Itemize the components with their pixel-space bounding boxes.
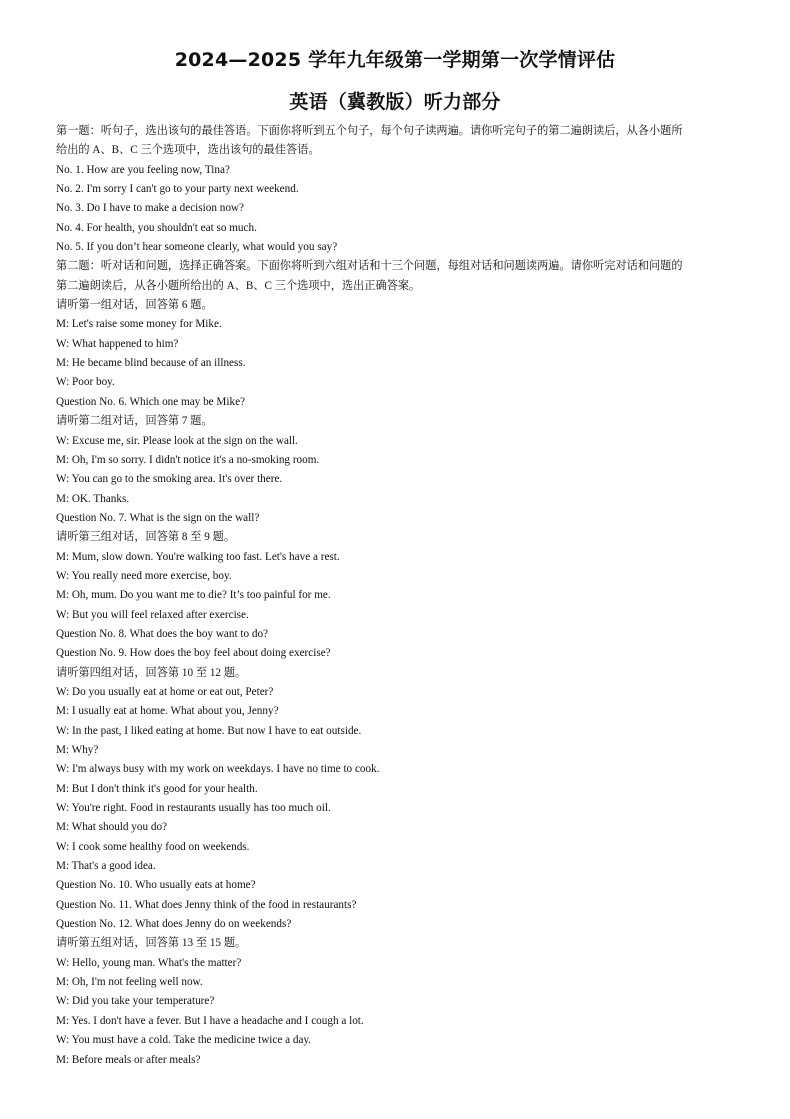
text-line: No. 2. I'm sorry I can't go to your party next weekend. xyxy=(56,183,299,196)
text-line: No. 3. Do I have to make a decision now? xyxy=(56,202,244,215)
text-line: 请听第四组对话，回答第 10 至 12 题。 xyxy=(56,666,247,679)
document-body xyxy=(56,122,734,1070)
text-line: Question No. 8. What does the boy want to do? xyxy=(56,627,269,640)
text-line: W: You're right. Food in restaurants usually has too much oil. xyxy=(56,802,331,815)
text-line: Question No. 10. Who usually eats at home? xyxy=(56,879,256,892)
text-line: 请听第一组对话，回答第 6 题。 xyxy=(56,299,213,312)
text-line: M: Oh, I'm so sorry. I didn't notice it's a no-smoking room. xyxy=(56,453,320,466)
text-line: No. 5. If you don’t hear someone clearly, what would you say? xyxy=(56,241,338,254)
text-line: M: Yes. I don't have a fever. But I have a headache and I cough a lot. xyxy=(56,1014,364,1027)
text-line: W: You can go to the smoking area. It's over there. xyxy=(56,473,283,486)
text-line: W: Hello, young man. What's the matter? xyxy=(56,956,242,969)
text-line: M: Let's raise some money for Mike. xyxy=(56,318,222,331)
text-line: W: What happened to him? xyxy=(56,337,179,350)
text-line: M: What should you do? xyxy=(56,821,168,834)
text-line: M: Mum, slow down. You're walking too fast. Let's have a rest. xyxy=(56,550,340,563)
text-line: No. 1. How are you feeling now, Tina? xyxy=(56,163,230,176)
text-line: M: He became blind because of an illness. xyxy=(56,357,246,370)
text-line: 第二题：听对话和问题，选择正确答案。下面你将听到六组对话和十三个问题，每组对话和问题读两遍。请你听完对话和问题的 xyxy=(56,260,683,273)
text-line: M: That's a good idea. xyxy=(56,860,156,873)
text-line: Question No. 9. How does the boy feel about doing exercise? xyxy=(56,647,331,660)
text-line: W: Poor boy. xyxy=(56,376,115,389)
text-line: M: OK. Thanks. xyxy=(56,492,130,505)
text-line: 请听第五组对话，回答第 13 至 15 题。 xyxy=(56,937,247,950)
document-title: 2024—2025 学年九年级第一学期第一次学情评估 xyxy=(174,49,616,71)
text-line: W: Do you usually eat at home or eat out, Peter? xyxy=(56,685,274,698)
text-line: 请听第二组对话，回答第 7 题。 xyxy=(56,415,213,428)
text-line: W: Did you take your temperature? xyxy=(56,995,215,1008)
text-line: Question No. 11. What does Jenny think of the food in restaurants? xyxy=(56,898,357,911)
text-line: No. 4. For health, you shouldn't eat so much. xyxy=(56,221,257,234)
text-line: M: I usually eat at home. What about you, Jenny? xyxy=(56,705,279,718)
text-line: 第一题：听句子，选出该句的最佳答语。下面你将听到五个句子，每个句子读两遍。请你听完句子的第二遍朗读后，从各小题所 xyxy=(56,125,683,137)
text-line: 第二遍朗读后，从各小题所给出的 A、B、C 三个选项中，选出正确答案。 xyxy=(56,279,421,292)
text-line: 给出的 A、B、C 三个选项中，选出该句的最佳答语。 xyxy=(56,144,320,157)
text-line: W: But you will feel relaxed after exercise. xyxy=(56,608,249,621)
document-subtitle: 英语（冀教版）听力部分 xyxy=(289,91,501,113)
text-line: W: In the past, I liked eating at home. But now I have to eat outside. xyxy=(56,724,362,737)
text-line: W: I'm always busy with my work on weekdays. I have no time to cook. xyxy=(56,763,380,776)
text-line: 请听第三组对话，回答第 8 至 9 题。 xyxy=(56,531,236,544)
text-line: M: But I don't think it's good for your health. xyxy=(56,782,258,795)
text-line: Question No. 7. What is the sign on the wall? xyxy=(56,511,260,524)
text-line: M: Why? xyxy=(56,744,99,756)
text-line: M: Before meals or after meals? xyxy=(56,1053,201,1066)
text-line: W: I cook some healthy food on weekends. xyxy=(56,840,250,853)
text-line: M: Oh, I'm not feeling well now. xyxy=(56,976,203,989)
text-line: W: Excuse me, sir. Please look at the sign on the wall. xyxy=(56,434,298,447)
text-line: M: Oh, mum. Do you want me to die? It’s too painful for me. xyxy=(56,589,331,602)
text-line: Question No. 6. Which one may be Mike? xyxy=(56,395,246,408)
text-line: W: You must have a cold. Take the medicine twice a day. xyxy=(56,1034,312,1047)
text-line: W: You really need more exercise, boy. xyxy=(56,569,232,582)
text-line: Question No. 12. What does Jenny do on weekends? xyxy=(56,918,292,931)
